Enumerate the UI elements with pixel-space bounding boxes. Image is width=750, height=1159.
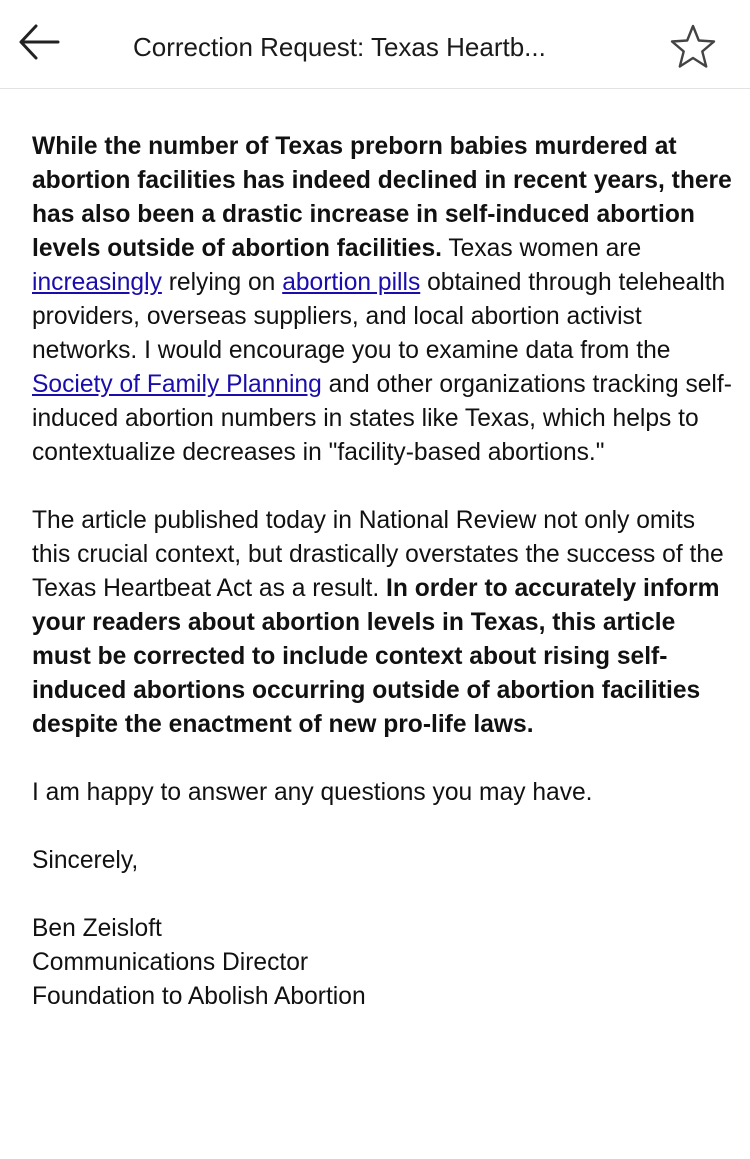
signature-title: Communications Director: [32, 949, 309, 976]
text-segment: Texas women are: [442, 235, 642, 262]
link-increasingly[interactable]: increasingly: [32, 269, 162, 296]
star-outline-icon: [668, 22, 718, 72]
email-subject-title: Correction Request: Texas Heartb...: [133, 32, 546, 62]
paragraph-2: [32, 504, 732, 742]
text-segment: The article published today in National Review not only omits this crucial context, but drastically overstates the success of the Texas Heartbeat Act as a result.: [32, 507, 724, 602]
back-button[interactable]: [18, 22, 62, 66]
email-body: [32, 130, 732, 1048]
email-header: [0, 0, 750, 89]
text-segment: obtained through telehealth providers, overseas suppliers, and local abortion activist networks. I would encourage you to examine data from the: [32, 269, 726, 364]
signature-org: Foundation to Abolish Abortion: [32, 983, 366, 1010]
bold-statement: In order to accurately inform your readers about abortion levels in Texas, this article must be corrected to include context about rising self-induced abortions occurring outside of abortion facilities despite the enactment of new pro-life laws.: [32, 575, 720, 738]
paragraph-1: [32, 130, 732, 470]
link-society-of-family-planning[interactable]: Society of Family Planning: [32, 371, 322, 398]
link-abortion-pills[interactable]: abortion pills: [282, 269, 421, 296]
signature-name: Ben Zeisloft: [32, 915, 162, 942]
text-segment: relying on: [161, 269, 283, 296]
arrow-left-icon: [18, 22, 62, 66]
closing: Sincerely,: [32, 847, 139, 874]
text-segment: and other organizations tracking self-induced abortion numbers in states like Texas, which helps to contextualize decreases in "facility-based abortions.": [32, 371, 732, 466]
bold-statement: While the number of Texas preborn babies murdered at abortion facilities has indeed declined in recent years, there has also been a drastic increase in self-induced abortion levels outside of abortion facilities.: [32, 133, 732, 262]
signature: [32, 912, 732, 1014]
star-button[interactable]: [668, 22, 718, 72]
paragraph-3: I am happy to answer any questions you may have.: [32, 779, 593, 806]
